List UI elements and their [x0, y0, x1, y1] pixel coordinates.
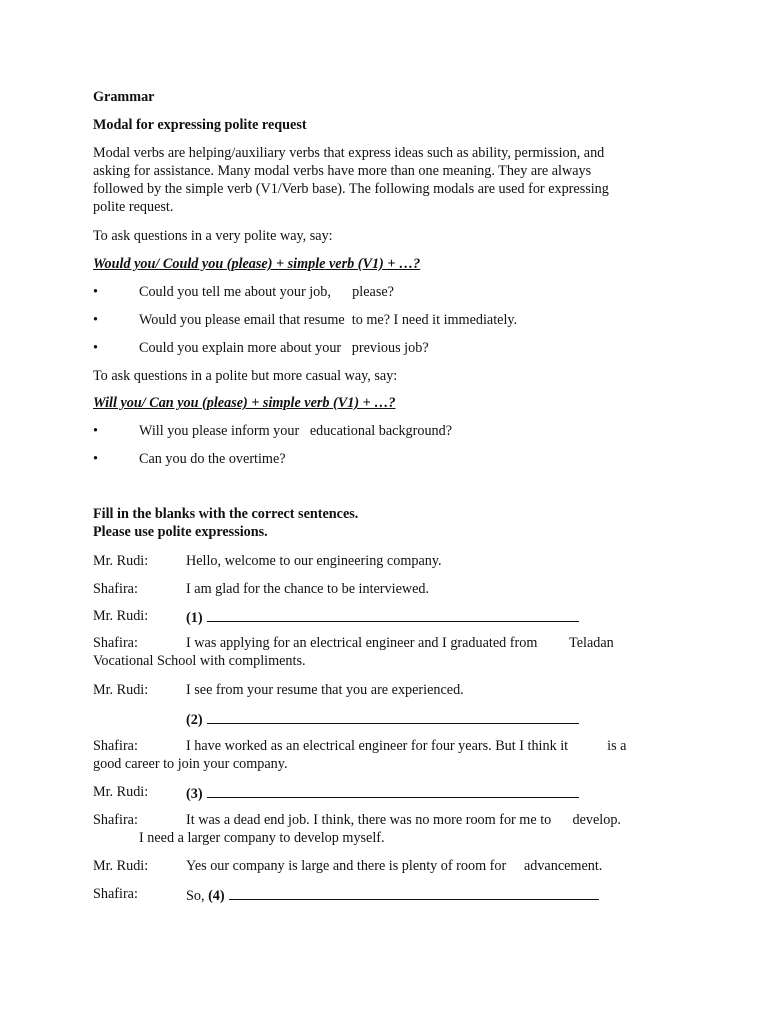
speaker-label: Shafira:	[93, 581, 138, 597]
example-item: Could you explain more about your previous job?	[139, 340, 429, 356]
example-item: Will you please inform your educational background?	[139, 423, 453, 439]
answer-blank[interactable]	[186, 783, 579, 803]
casual-lead: To ask questions in a polite but more casual way, say:	[93, 368, 398, 384]
answer-blank[interactable]	[186, 885, 599, 905]
blank-number: (2)	[186, 712, 203, 728]
dialogue-continuation: I need a larger company to develop myself.	[139, 830, 385, 846]
dialogue-text: I see from your resume that you are experienced.	[186, 682, 464, 698]
dialogue-text: It was a dead end job. I think, there was no more room for me to develop.	[186, 812, 621, 828]
blank-number: (3)	[186, 786, 203, 802]
intro-line: asking for assistance. Many modal verbs have more than one meaning. They are always	[93, 163, 592, 179]
dialogue-text: I am glad for the chance to be interviewed.	[186, 581, 430, 597]
fill-line[interactable]	[207, 709, 579, 724]
bullet-icon: •	[93, 312, 98, 328]
speaker-label: Shafira:	[93, 886, 138, 902]
blank-prefix: So,	[186, 888, 209, 904]
dialogue-continuation: Vocational School with compliments.	[93, 653, 306, 669]
very-polite-lead: To ask questions in a very polite way, say:	[93, 228, 333, 244]
dialogue-text: I have worked as an electrical engineer for four years. But I think it is a	[186, 738, 627, 754]
answer-blank[interactable]	[186, 607, 579, 627]
casual-formula: Will you/ Can you (please) + simple verb (V1) + …?	[93, 395, 396, 411]
speaker-label: Shafira:	[93, 812, 138, 828]
speaker-label: Mr. Rudi:	[93, 553, 149, 569]
example-item: Could you tell me about your job, please?	[139, 284, 394, 300]
bullet-icon: •	[93, 284, 98, 300]
section-title: Grammar	[93, 89, 155, 105]
example-item: Can you do the overtime?	[139, 451, 286, 467]
bullet-icon: •	[93, 423, 98, 439]
dialogue-text: Yes our company is large and there is plenty of room for advancement.	[186, 858, 603, 874]
bullet-icon: •	[93, 340, 98, 356]
speaker-label: Shafira:	[93, 635, 138, 651]
answer-blank[interactable]	[186, 709, 579, 729]
example-item: Would you please email that resume to me? I need it immediately.	[139, 312, 518, 328]
blank-number: (4)	[208, 888, 225, 904]
fill-line[interactable]	[207, 607, 579, 622]
dialogue-text: I was applying for an electrical engineer and I graduated from Teladan	[186, 635, 614, 651]
dialogue-continuation: good career to join your company.	[93, 756, 288, 772]
speaker-label: Mr. Rudi:	[93, 682, 149, 698]
speaker-label: Mr. Rudi:	[93, 858, 149, 874]
exercise-instruction: Please use polite expressions.	[93, 524, 268, 540]
subtitle: Modal for expressing polite request	[93, 117, 307, 133]
bullet-icon: •	[93, 451, 98, 467]
fill-line[interactable]	[207, 783, 579, 798]
blank-number: (1)	[186, 610, 203, 626]
intro-line: polite request.	[93, 199, 174, 215]
speaker-label: Shafira:	[93, 738, 138, 754]
intro-line: followed by the simple verb (V1/Verb base). The following modals are used for expressing	[93, 181, 609, 197]
very-polite-formula: Would you/ Could you (please) + simple verb (V1) + …?	[93, 256, 421, 272]
fill-line[interactable]	[229, 885, 599, 900]
speaker-label: Mr. Rudi:	[93, 784, 149, 800]
intro-line: Modal verbs are helping/auxiliary verbs that express ideas such as ability, permission, and	[93, 145, 605, 161]
exercise-instruction: Fill in the blanks with the correct sentences.	[93, 506, 359, 522]
dialogue-text: Hello, welcome to our engineering company.	[186, 553, 442, 569]
speaker-label: Mr. Rudi:	[93, 608, 149, 624]
